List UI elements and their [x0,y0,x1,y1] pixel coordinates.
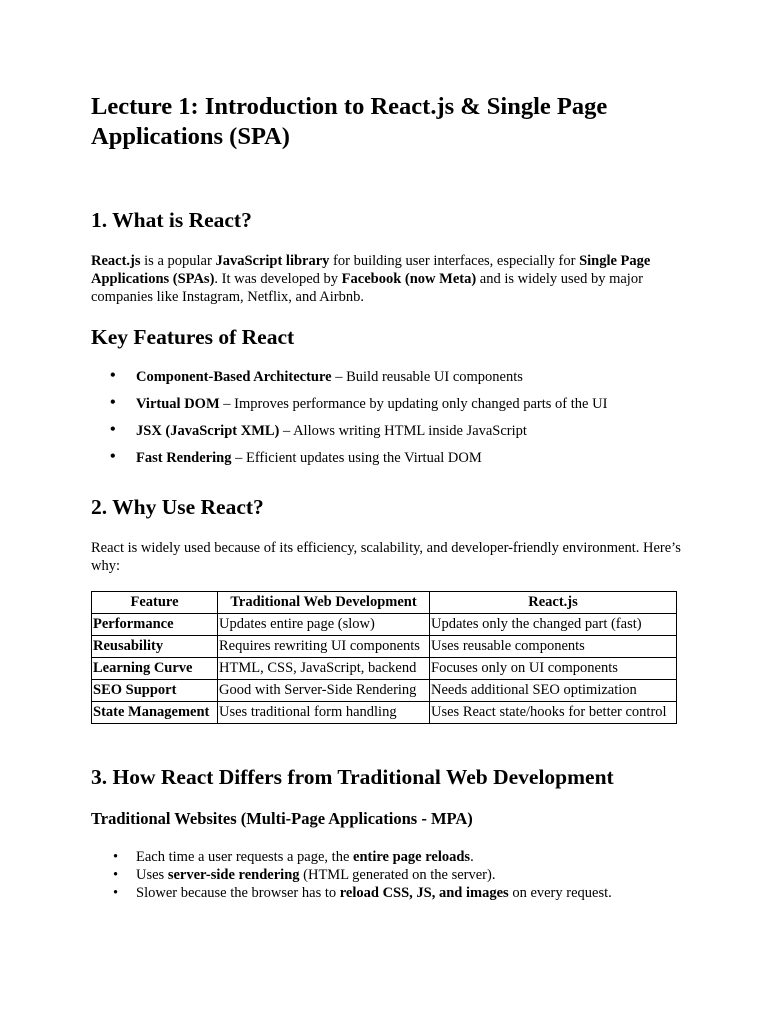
table-cell: HTML, CSS, JavaScript, backend [218,658,430,680]
table-row [92,614,677,636]
table-row [92,658,677,680]
bullet-icon: • [110,421,116,438]
bullet-icon: • [110,394,116,411]
list-item [91,848,612,866]
item-text: Each time a user requests a page, the [136,849,354,865]
feature-desc: – Improves performance by updating only changed parts of the UI [219,396,608,412]
feature-name: Fast Rendering [136,450,232,466]
list-item [91,449,607,476]
table-cell: Updates only the changed part (fast) [430,614,677,636]
table-cell-feature: Learning Curve [92,658,218,680]
item-bold: server-side rendering [167,867,300,883]
mpa-list [91,848,612,902]
item-bold: entire page reloads [353,849,471,865]
list-item [91,422,607,449]
item-text: . [470,849,474,865]
feature-desc: – Build reusable UI components [331,369,523,385]
section-heading-key-features: Key Features of React [91,325,295,349]
table-cell-feature: State Management [92,702,218,724]
feature-name: Virtual DOM [136,396,220,412]
feature-desc: – Efficient updates using the Virtual DOM [231,450,482,466]
bullet-icon: • [110,367,116,384]
table-header: Traditional Web Development [218,592,430,614]
table-cell: Requires rewriting UI components [218,636,430,658]
why-react-paragraph: React is widely used because of its efficiency, scalability, and developer-friendly environment. Here’s why: [91,540,681,574]
table-header-row [92,592,677,614]
table-header: React.js [430,592,677,614]
bullet-icon: • [113,867,119,883]
list-item [91,395,607,422]
table-header: Feature [92,592,218,614]
table-cell: Good with Server-Side Rendering [218,680,430,702]
list-item [91,884,612,902]
react-intro-paragraph [91,252,681,306]
table-row [92,702,677,724]
intro-bold-reactjs: React.js [91,253,141,269]
table-cell-feature: Reusability [92,636,218,658]
comparison-table [91,591,677,724]
section-heading-how-react-differs: 3. How React Differs from Traditional Web Development [91,765,614,789]
table-cell: Uses reusable components [430,636,677,658]
intro-bold-js-library: JavaScript library [215,253,330,269]
table-cell: Uses traditional form handling [218,702,430,724]
item-text: (HTML generated on the server). [299,867,496,883]
intro-text: . It was developed by [214,271,342,287]
bullet-icon: • [110,448,116,465]
table-cell: Focuses only on UI components [430,658,677,680]
item-text: Slower because the browser has to [136,885,340,901]
table-cell-feature: Performance [92,614,218,636]
key-features-list [91,368,607,476]
subheading-traditional-websites: Traditional Websites (Multi-Page Applications - MPA) [91,809,473,828]
table-cell-feature: SEO Support [92,680,218,702]
item-text: Uses [136,867,168,883]
feature-desc: – Allows writing HTML inside JavaScript [279,423,527,439]
table-row [92,680,677,702]
section-heading-why-use-react: 2. Why Use React? [91,495,264,519]
table-row [92,636,677,658]
list-item [91,866,612,884]
feature-name: Component-Based Architecture [136,369,332,385]
list-item [91,368,607,395]
page-title: Lecture 1: Introduction to React.js & Single Page Applications (SPA) [91,93,608,150]
intro-bold-facebook: Facebook (now Meta) [341,271,477,287]
table-cell: Needs additional SEO optimization [430,680,677,702]
bullet-icon: • [113,885,119,901]
table-cell: Updates entire page (slow) [218,614,430,636]
intro-bold-spa: Single Page Applications (SPAs) [91,253,651,287]
intro-text: is a popular [140,253,216,269]
item-bold: reload CSS, JS, and images [339,885,509,901]
feature-name: JSX (JavaScript XML) [136,423,280,439]
item-text: on every request. [508,885,612,901]
section-heading-what-is-react: 1. What is React? [91,208,252,232]
intro-text: and is widely used by major companies like Instagram, Netflix, and Airbnb. [91,271,643,305]
bullet-icon: • [113,849,119,865]
table-cell: Uses React state/hooks for better control [430,702,677,724]
intro-text: for building user interfaces, especially for [329,253,580,269]
